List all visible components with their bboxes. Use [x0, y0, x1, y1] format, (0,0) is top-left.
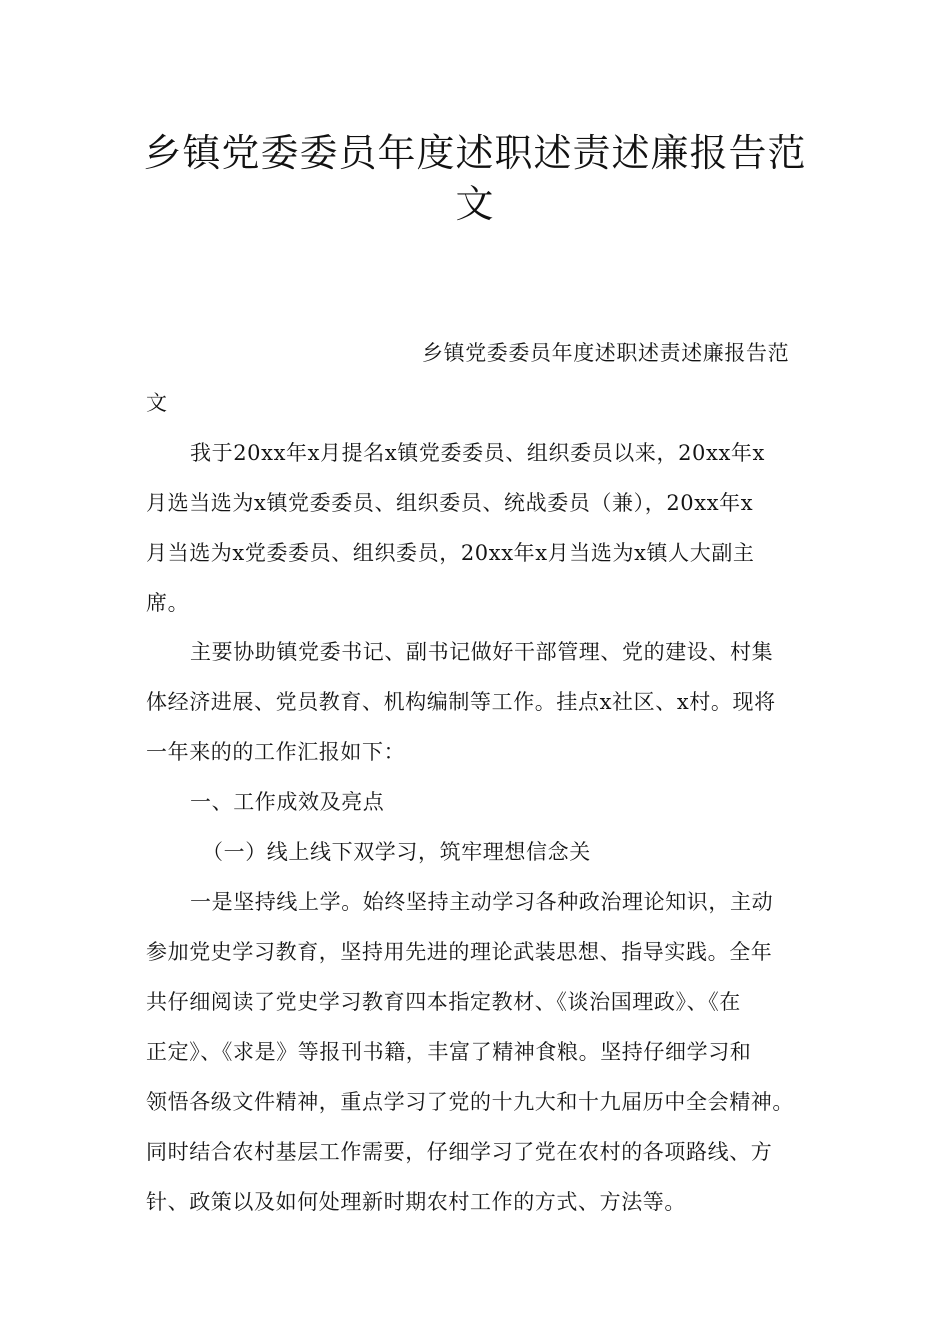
- paragraph-line: 席。: [146, 591, 190, 615]
- paragraph-line: 月选当选为x镇党委委员、组织委员、统战委员（兼），20xx年x: [146, 491, 754, 515]
- paragraph-line: 月当选为x党委委员、组织委员，20xx年x月当选为x镇人大副主: [146, 541, 755, 565]
- paragraph-line: 一是坚持线上学。始终坚持主动学习各种政治理论知识，主动: [190, 890, 774, 914]
- paragraph-line: 同时结合农村基层工作需要，仔细学习了党在农村的各项路线、方: [146, 1140, 773, 1164]
- document-title: [130, 128, 820, 230]
- paragraph-line: 一年来的的工作汇报如下：: [146, 740, 406, 764]
- subtitle-line-2: 文: [146, 391, 168, 415]
- section-heading: 一、工作成效及亮点: [190, 790, 385, 814]
- paragraph-line: 针、政策以及如何处理新时期农村工作的方式、方法等。: [146, 1190, 686, 1214]
- paragraph-line: 参加党史学习教育，坚持用先进的理论武装思想、指导实践。全年: [146, 940, 773, 964]
- paragraph-line: 领悟各级文件精神，重点学习了党的十九大和十九届历中全会精神。: [146, 1090, 794, 1114]
- paragraph-line: 我于20xx年x月提名x镇党委委员、组织委员以来，20xx年x: [190, 441, 765, 465]
- paragraph-line: 正定》、《求是》等报刊书籍，丰富了精神食粮。坚持仔细学习和: [146, 1040, 752, 1064]
- paragraph-line: 共仔细阅读了党史学习教育四本指定教材、《谈治国理政》、《在: [146, 990, 741, 1014]
- paragraph-line: 体经济进展、党员教育、机构编制等工作。挂点x社区、x村。现将: [146, 690, 776, 714]
- title-line-2: 文: [455, 182, 495, 226]
- subtitle-line-1: 乡镇党委委员年度述职述责述廉报告范: [422, 341, 790, 365]
- paragraph-line: 主要协助镇党委书记、副书记做好干部管理、党的建设、村集: [190, 640, 774, 664]
- title-line-1: 乡镇党委委员年度述职述责述廉报告范: [143, 131, 807, 175]
- subsection-heading: （一）线上线下双学习，筑牢理想信念关: [202, 840, 591, 864]
